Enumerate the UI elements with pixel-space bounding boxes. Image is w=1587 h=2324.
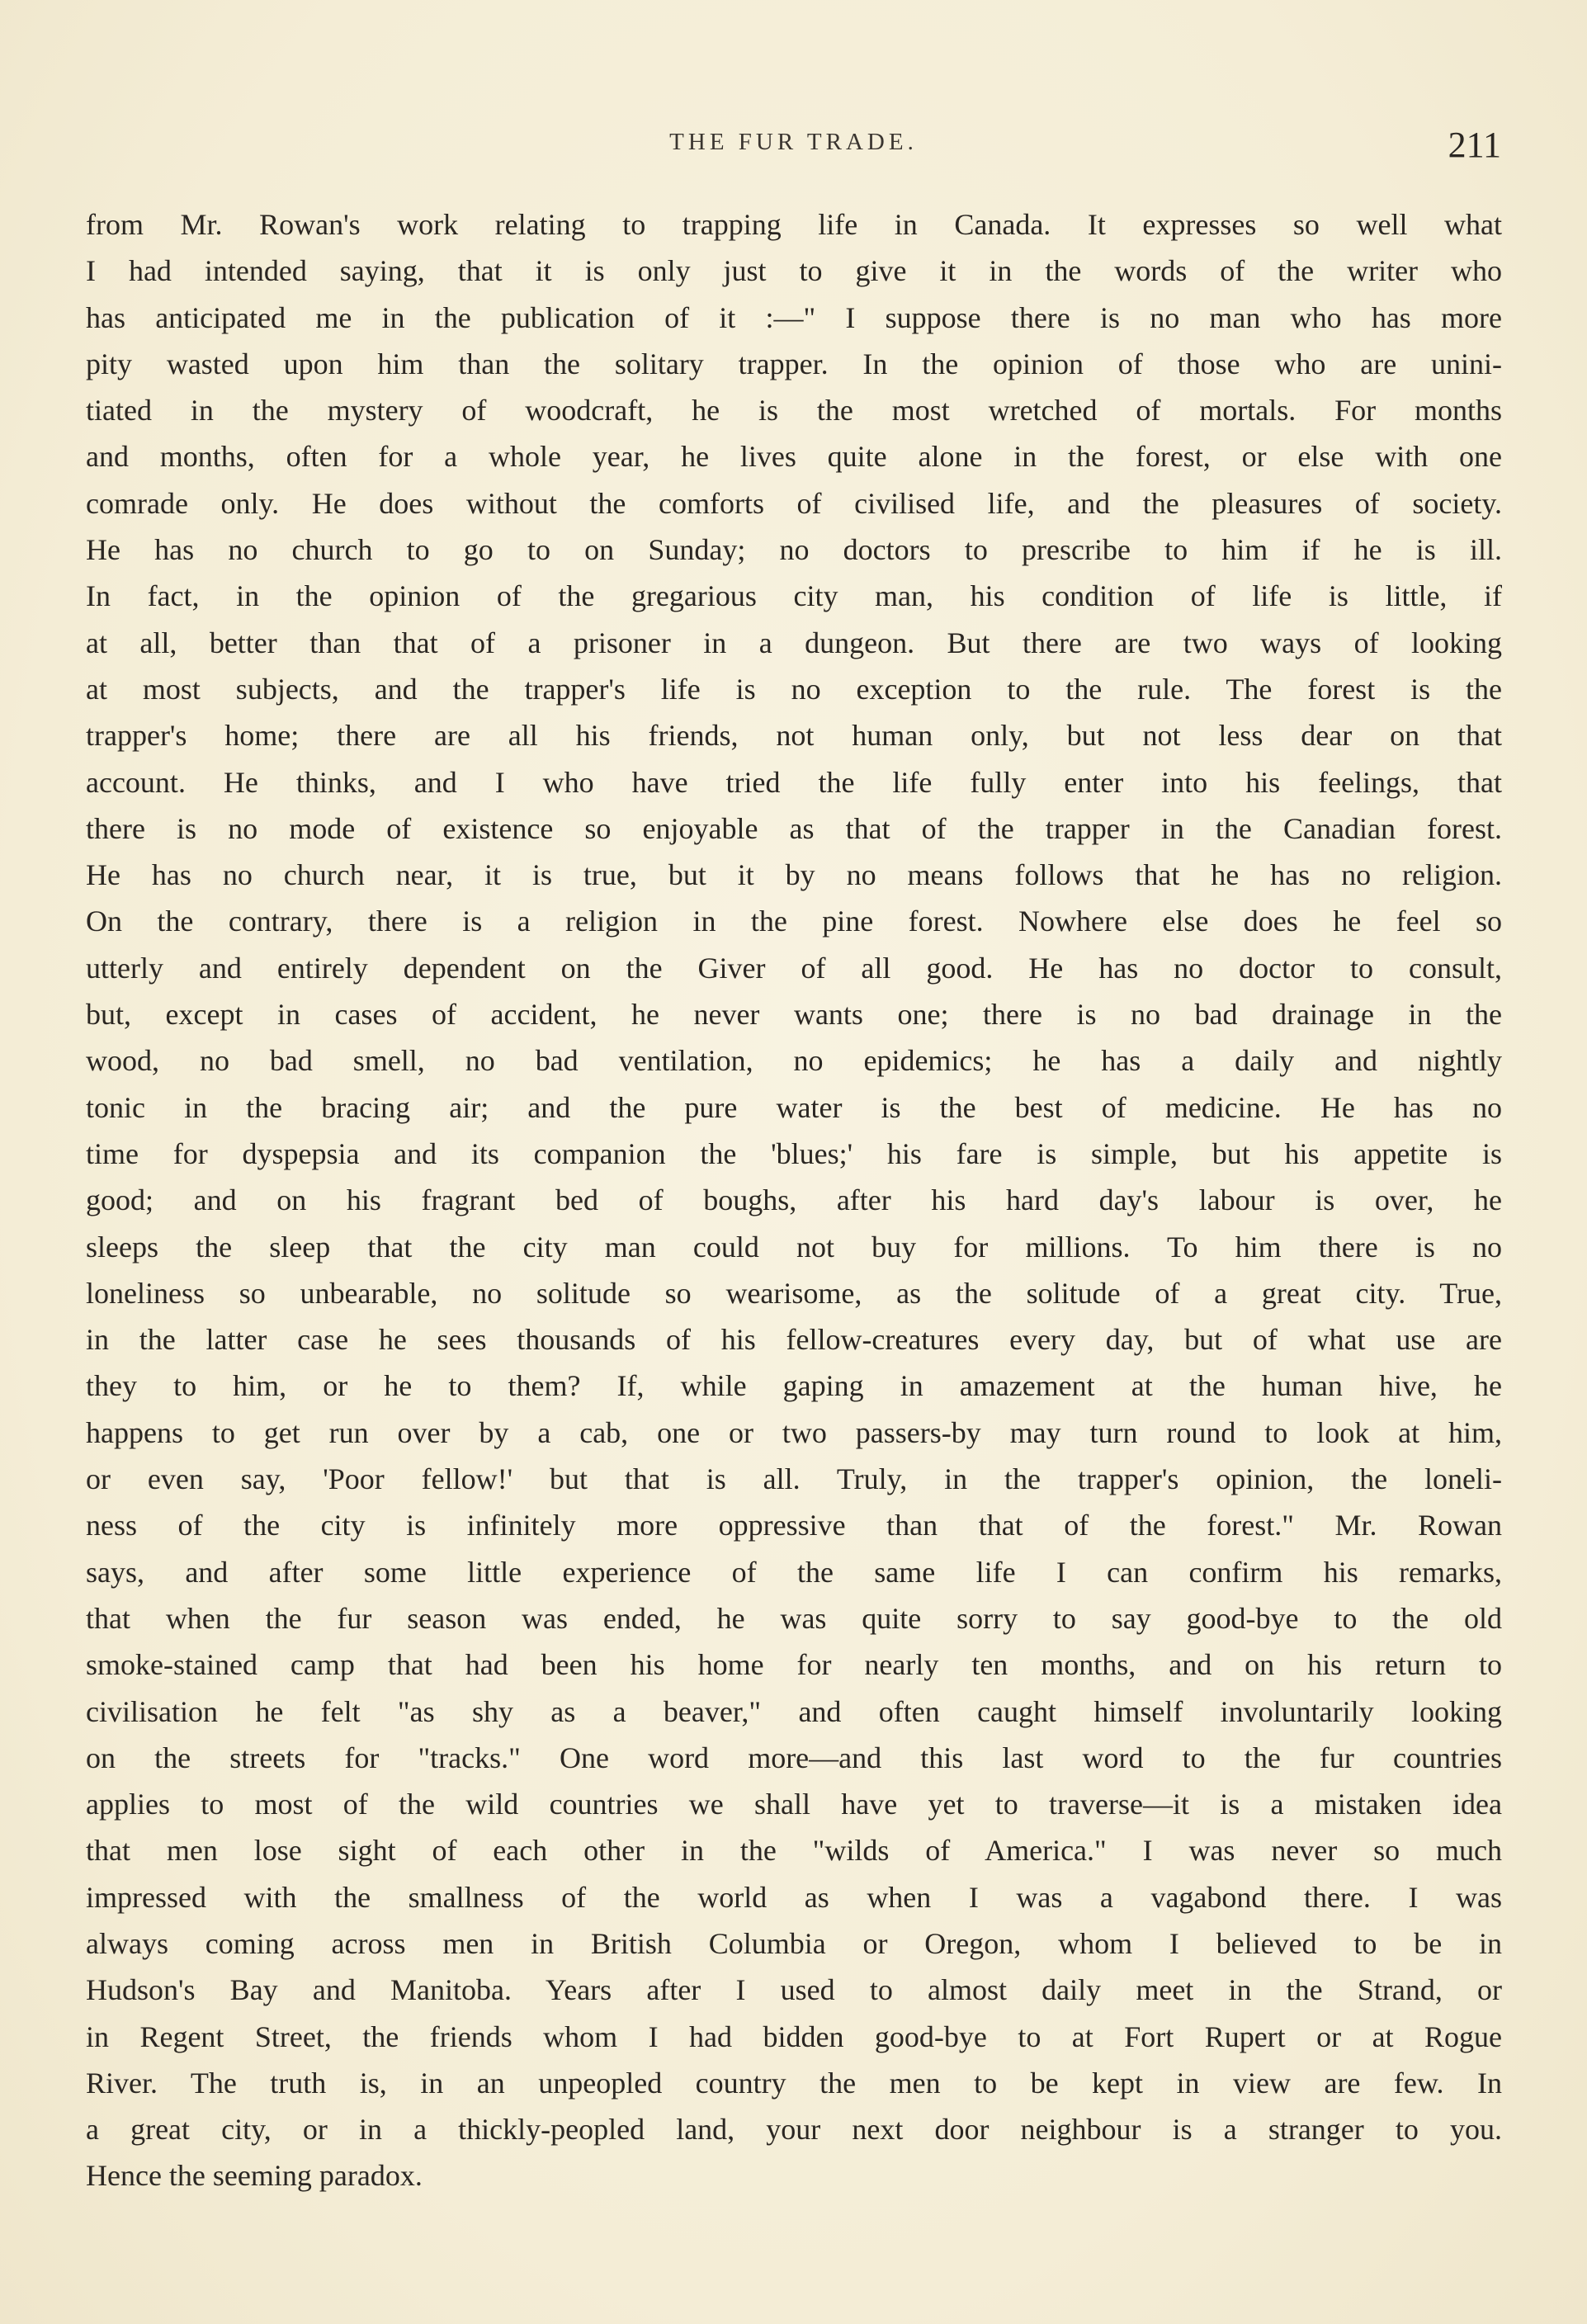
text-line: or even say, 'Poor fellow!' but that is all. Truly, in the trapper's opinion, the loneli- xyxy=(86,1462,1502,1496)
running-head xyxy=(0,124,1587,173)
text-line: In fact, in the opinion of the gregarious city man, his condition of life is little, if xyxy=(86,579,1502,613)
text-line: has anticipated me in the publication of it :—" I suppose there is no man who has more xyxy=(86,300,1502,334)
text-line: River. The truth is, in an unpeopled country the men to be kept in view are few. In xyxy=(86,2066,1502,2100)
text-line: and months, often for a whole year, he lives quite alone in the forest, or else with one xyxy=(86,440,1502,474)
text-line: pity wasted upon him than the solitary trapper. In the opinion of those who are unini- xyxy=(86,347,1502,380)
body-text xyxy=(86,201,1502,2199)
text-line: loneliness so unbearable, no solitude so wearisome, as the solitude of a great city. True, xyxy=(86,1276,1502,1310)
text-line: on the streets for "tracks." One word more—and this last word to the fur countries xyxy=(86,1741,1502,1774)
text-line: I had intended saying, that it is only just to give it in the words of the writer who xyxy=(86,254,1502,288)
text-line: at all, better than that of a prisoner in a dungeon. But there are two ways of looking xyxy=(86,626,1502,659)
text-line: ness of the city is infinitely more oppressive than that of the forest." Mr. Rowan xyxy=(86,1509,1502,1542)
text-line: from Mr. Rowan's work relating to trapping life in Canada. It expresses so well what xyxy=(86,208,1502,241)
text-line: He has no church to go to on Sunday; no doctors to prescribe to him if he is ill. xyxy=(86,533,1502,567)
text-line: a great city, or in a thickly-peopled land, your next door neighbour is a stranger to you. xyxy=(86,2113,1502,2147)
text-line: in Regent Street, the friends whom I had bidden good-bye to at Fort Rupert or at Rogue xyxy=(86,2019,1502,2053)
text-line: Hence the seeming paradox. xyxy=(86,2159,423,2193)
text-line: tiated in the mystery of woodcraft, he is the most wretched of mortals. For months xyxy=(86,394,1502,427)
text-line: trapper's home; there are all his friends, not human only, but not less dear on that xyxy=(86,719,1502,753)
running-title: THE FUR TRADE. xyxy=(669,129,918,155)
text-line: sleeps the sleep that the city man could not buy for millions. To him there is no xyxy=(86,1230,1502,1264)
text-line: they to him, or he to them? If, while gaping in amazement at the human hive, he xyxy=(86,1369,1502,1403)
text-line: On the contrary, there is a religion in the pine forest. Nowhere else does he feel so xyxy=(86,905,1502,938)
text-line: happens to get run over by a cab, one or two passers-by may turn round to look at him, xyxy=(86,1415,1502,1449)
text-line: says, and after some little experience of the same life I can confirm his remarks, xyxy=(86,1555,1502,1589)
text-line: smoke-stained camp that had been his home for nearly ten months, and on his return to xyxy=(86,1648,1502,1682)
text-line: Hudson's Bay and Manitoba. Years after I used to almost daily meet in the Strand, or xyxy=(86,1973,1502,2007)
text-line: there is no mode of existence so enjoyable as that of the trapper in the Canadian forest. xyxy=(86,811,1502,845)
text-line: utterly and entirely dependent on the Giver of all good. He has no doctor to consult, xyxy=(86,951,1502,985)
text-line: wood, no bad smell, no bad ventilation, no epidemics; he has a daily and nightly xyxy=(86,1044,1502,1078)
page-number: 211 xyxy=(1448,125,1501,165)
text-line: He has no church near, it is true, but it by no means follows that he has no religion. xyxy=(86,858,1502,892)
text-line: impressed with the smallness of the world as when I was a vagabond there. I was xyxy=(86,1880,1502,1914)
text-line: good; and on his fragrant bed of boughs, after his hard day's labour is over, he xyxy=(86,1183,1502,1217)
text-line: civilisation he felt "as shy as a beaver," and often caught himself involuntarily looking xyxy=(86,1694,1502,1728)
text-line: always coming across men in British Columbia or Oregon, whom I believed to be in xyxy=(86,1926,1502,1960)
text-line: that men lose sight of each other in the "wilds of America." I was never so much xyxy=(86,1834,1502,1868)
text-line: at most subjects, and the trapper's life is no exception to the rule. The forest is the xyxy=(86,672,1502,706)
text-line: tonic in the bracing air; and the pure water is the best of medicine. He has no xyxy=(86,1090,1502,1124)
text-line: comrade only. He does without the comforts of civilised life, and the pleasures of society. xyxy=(86,486,1502,520)
text-line: but, except in cases of accident, he never wants one; there is no bad drainage in the xyxy=(86,998,1502,1032)
text-line: applies to most of the wild countries we shall have yet to traverse—it is a mistaken idea xyxy=(86,1788,1502,1821)
text-line: time for dyspepsia and its companion the 'blues;' his fare is simple, but his appetite is xyxy=(86,1136,1502,1170)
text-line: that when the fur season was ended, he was quite sorry to say good-bye to the old xyxy=(86,1601,1502,1635)
text-line: in the latter case he sees thousands of his fellow-creatures every day, but of what use are xyxy=(86,1323,1502,1357)
text-line: account. He thinks, and I who have tried the life fully enter into his feelings, that xyxy=(86,765,1502,799)
